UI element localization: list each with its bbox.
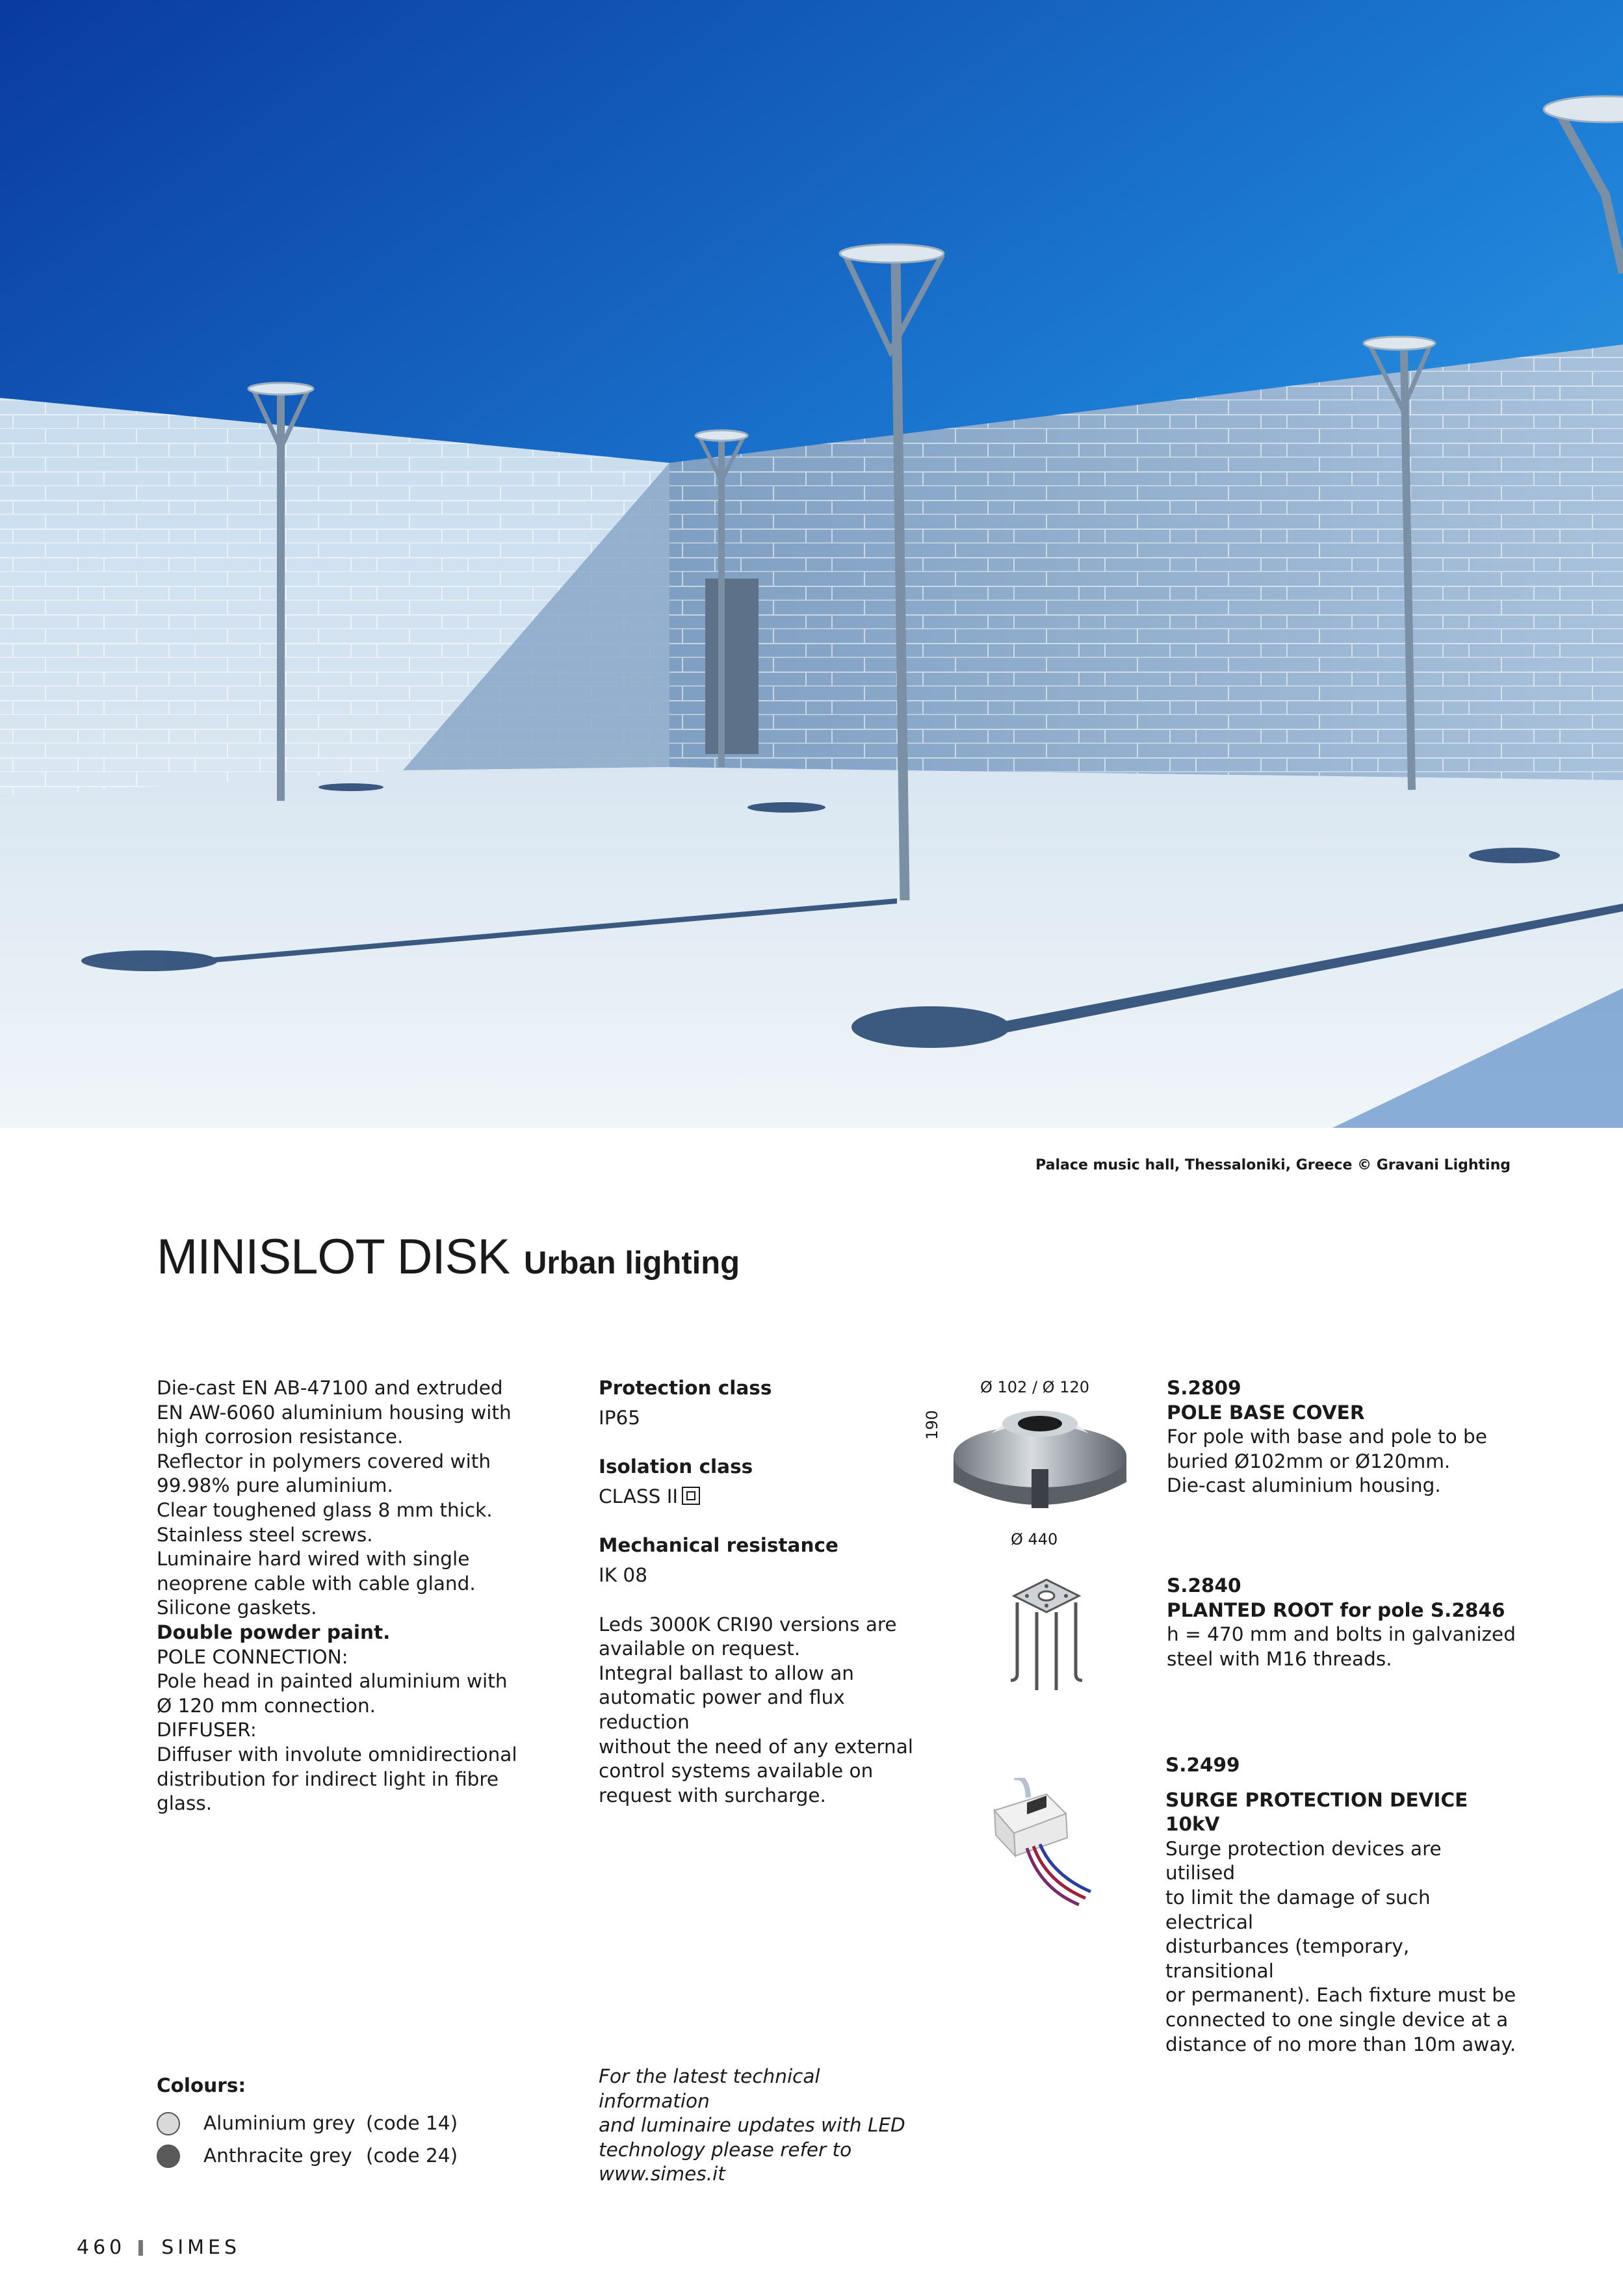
leds-note [599,1613,937,1808]
accessory-s2809 [1167,1376,1518,1498]
footer-divider [138,2240,143,2256]
mechanical-label: Mechanical resistance [599,1534,838,1557]
colour-swatch [157,2112,180,2135]
brand-name: SIMES [161,2236,241,2259]
accessory-line: buried Ø102mm or Ø120mm. [1167,1450,1451,1472]
accessory-name: PLANTED ROOT for pole S.2846 [1167,1598,1505,1621]
note-line: For the latest technical information [599,2065,820,2112]
note-line: and luminaire updates with LED [599,2114,905,2137]
accessory-line: or permanent). Each fixture must be [1165,1984,1516,2007]
protection-value: IP65 [599,1406,641,1429]
accessory-code: S.2840 [1167,1574,1241,1597]
desc-line: Clear toughened glass 8 mm thick. [157,1498,493,1521]
colour-option [157,2107,458,2140]
desc-line: Silicone gaskets. [157,1597,317,1619]
desc-line: Reflector in polymers covered with [157,1450,491,1472]
accessory-line: disturbances (temporary, transitional [1165,1935,1410,1982]
product-category: Urban lighting [524,1246,740,1281]
surge-device-image [988,1778,1098,1908]
desc-line: Ø 120 mm connection. [157,1694,376,1717]
protection-class [599,1376,937,1430]
leds-line: Integral ballast to allow an [599,1662,854,1684]
colour-name: Aluminium grey [203,2111,356,2134]
accessory-line: For pole with base and pole to be [1167,1426,1487,1448]
isolation-label: Isolation class [599,1455,753,1478]
protection-label: Protection class [599,1377,772,1399]
colour-name: Anthracite grey [203,2144,352,2167]
desc-line: Diffuser with involute omnidirectional [157,1743,517,1766]
product-name: MINISLOT DISK [157,1229,510,1285]
website-link[interactable]: www.simes.it [599,2163,725,2185]
desc-line: Luminaire hard wired with single [157,1548,470,1571]
desc-line: glass. [157,1792,213,1815]
desc-line: POLE CONNECTION: [157,1645,348,1668]
desc-line: distribution for indirect light in fibre [157,1768,499,1790]
colours-section [157,2074,458,2172]
page-number: 460 [77,2236,126,2259]
accessory-line: Surge protection devices are utilised [1165,1837,1442,1885]
accessory-line: distance of no more than 10m away. [1165,2033,1516,2055]
accessory-line: connected to one single device at a [1165,2008,1509,2031]
desc-line: Stainless steel screws. [157,1523,373,1546]
colours-heading: Colours: [157,2074,246,2096]
accessory-name: SURGE PROTECTION DEVICE 10kV [1165,1788,1468,1836]
accessory-line: Die-cast aluminium housing. [1167,1474,1441,1497]
dim-bottom-label: Ø 440 [1011,1530,1058,1548]
pole-base-cover-image [946,1404,1134,1521]
accessory-code: S.2499 [1165,1754,1240,1776]
hero-photo [0,0,1623,1128]
accessory-s2840 [1167,1574,1518,1671]
desc-line: EN AW-6060 aluminium housing with [157,1401,512,1424]
mechanical-resistance [599,1533,937,1587]
leds-line: automatic power and flux reduction [599,1686,845,1733]
accessory-line: steel with M16 threads. [1167,1647,1392,1670]
technical-info-note [599,2065,937,2187]
page-title [157,1229,740,1285]
desc-line: Pole head in painted aluminium with [157,1670,508,1693]
leds-line: control systems available on [599,1760,874,1782]
dim-top-label: Ø 102 / Ø 120 [980,1378,1089,1396]
accessory-code: S.2809 [1167,1377,1241,1399]
description-column [157,1376,521,1816]
desc-line: high corrosion resistance. [157,1426,404,1448]
photo-caption: Palace music hall, Thessaloniki, Greece © Gravani Lighting [1035,1157,1511,1173]
accessory-s2499 [1165,1753,1516,2057]
mechanical-value: IK 08 [599,1563,647,1586]
page-footer [77,2236,240,2259]
colour-code: (code 14) [366,2111,458,2134]
leds-line: Leds 3000K CRI90 versions are [599,1613,897,1636]
leds-line: request with surcharge. [599,1784,826,1807]
planted-root-image [1001,1576,1092,1700]
isolation-class [599,1455,937,1509]
accessory-line: to limit the damage of such electrical [1165,1886,1431,1933]
colour-option [157,2140,458,2172]
desc-line: Die-cast EN AB-47100 and extruded [157,1377,503,1399]
desc-line: neoprene cable with cable gland. [157,1572,476,1595]
leds-line: available on request. [599,1637,801,1660]
desc-line: DIFFUSER: [157,1719,257,1742]
leds-line: without the need of any external [599,1735,913,1758]
class-ii-icon [682,1487,700,1505]
colour-code: (code 24) [366,2144,458,2167]
colour-swatch [157,2145,180,2168]
dim-side-label: 190 [923,1410,941,1440]
specs-column [599,1376,937,1808]
isolation-value: CLASS II [599,1485,679,1507]
accessory-line: h = 470 mm and bolts in galvanized [1167,1623,1516,1646]
desc-line: 99.98% pure aluminium. [157,1474,393,1497]
note-line: technology please refer to [599,2138,852,2161]
desc-bold-line: Double powder paint. [157,1621,391,1643]
accessory-name: POLE BASE COVER [1167,1401,1365,1424]
